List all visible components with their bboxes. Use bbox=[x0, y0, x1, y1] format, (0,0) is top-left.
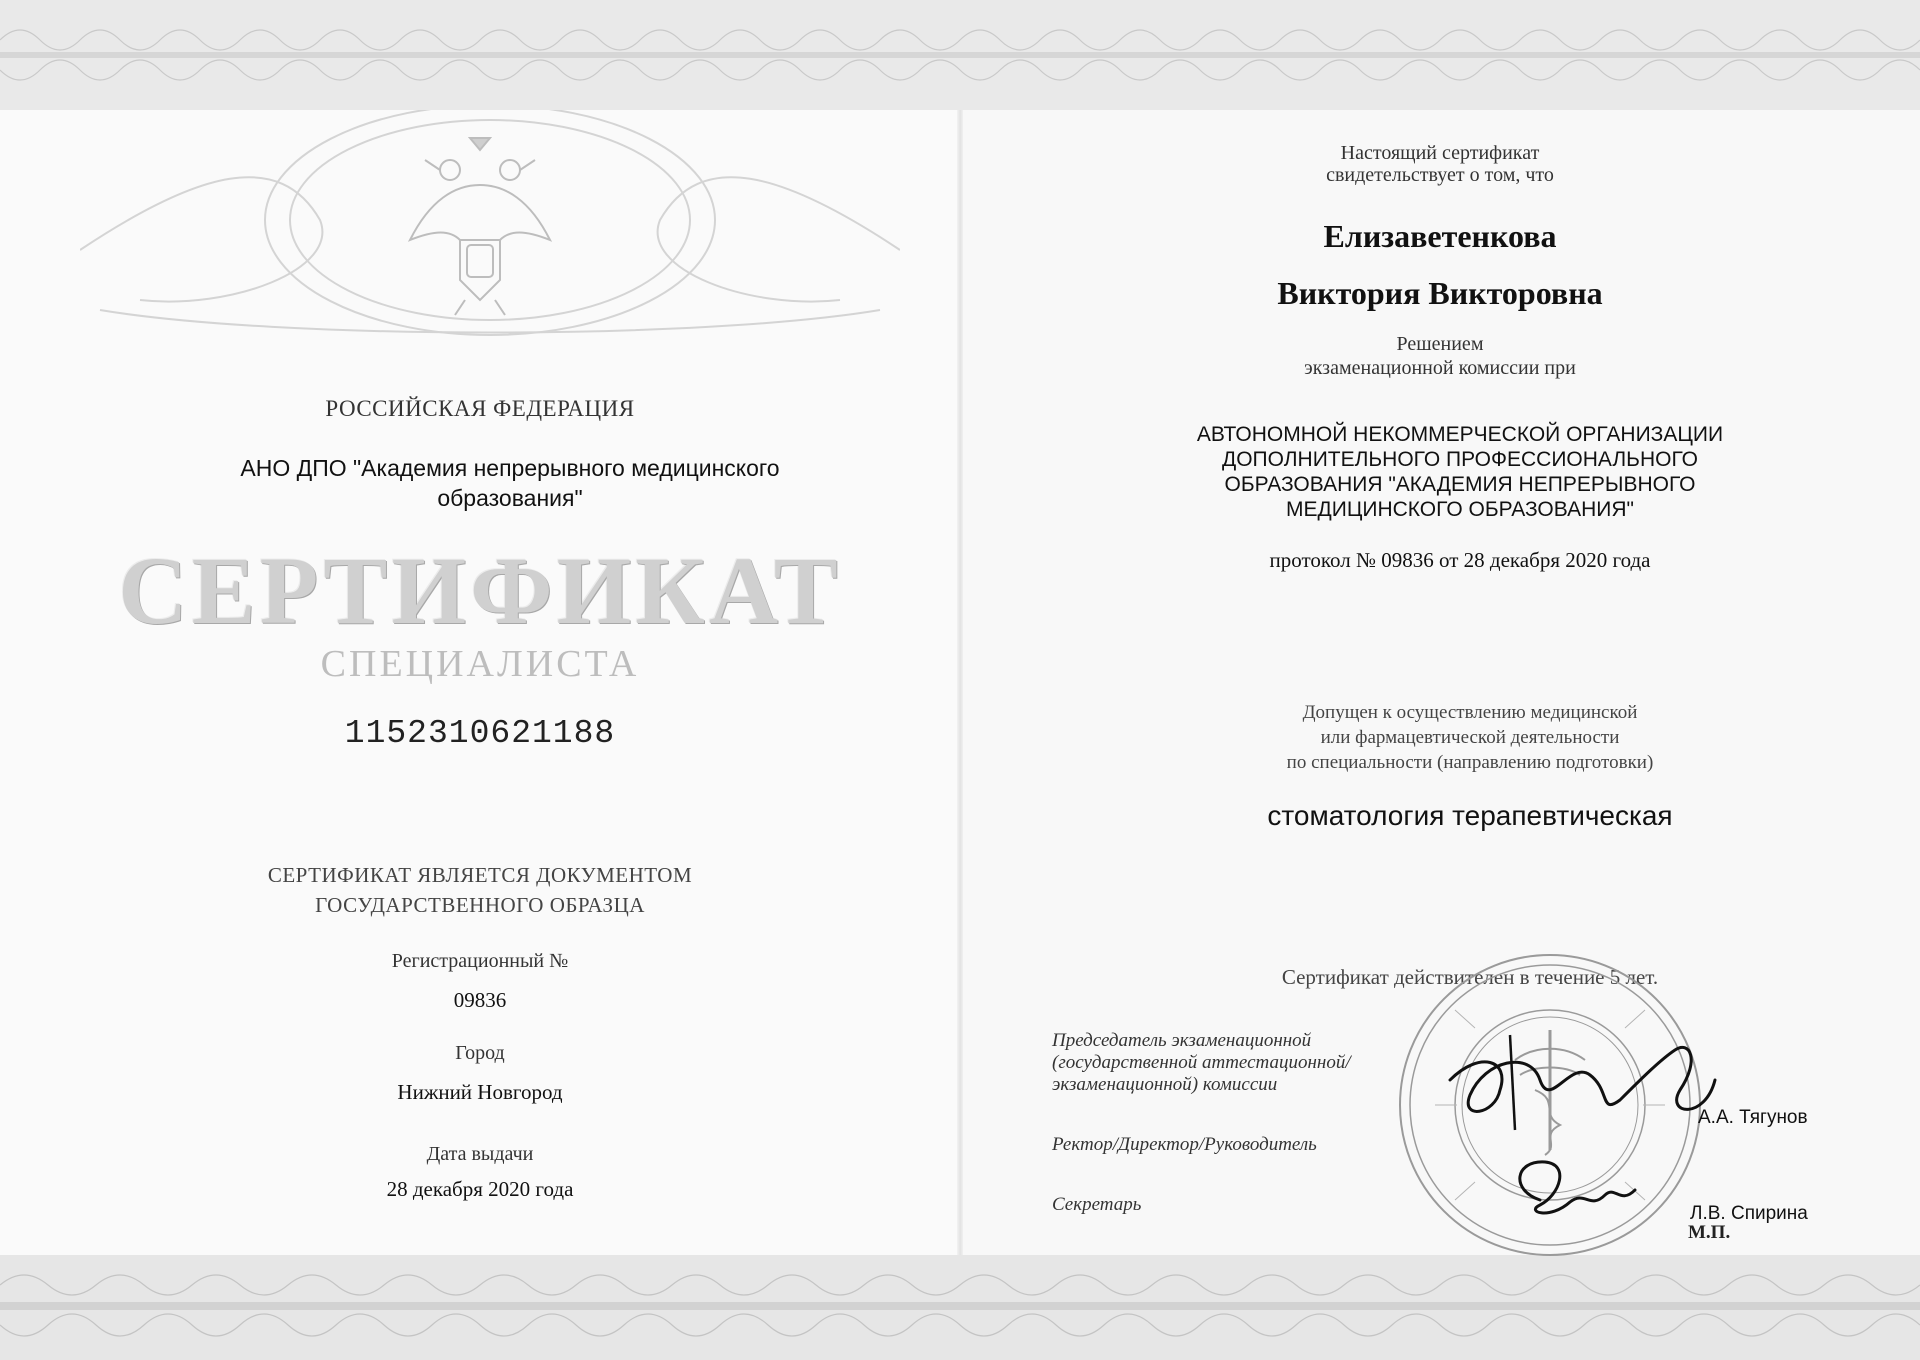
city-label: Город bbox=[455, 1042, 505, 1064]
issue-date-label: Дата выдачи bbox=[426, 1143, 534, 1165]
specialty-name: стоматология терапевтическая bbox=[1267, 800, 1673, 831]
issue-date-value: 28 декабря 2020 года bbox=[386, 1177, 574, 1201]
intro-line-2: свидетельствует о том, что bbox=[1326, 164, 1554, 186]
secretary-signature bbox=[1500, 1150, 1640, 1230]
protocol-line: протокол № 09836 от 28 декабря 2020 года bbox=[1269, 548, 1651, 572]
rector-label: Ректор/Директор/Руководитель bbox=[1052, 1134, 1317, 1155]
chair-line-3: экзаменационной) комиссии bbox=[1052, 1074, 1278, 1095]
certificate-number: 1152310621188 bbox=[344, 715, 616, 752]
organization-line-2: образования" bbox=[437, 485, 583, 511]
double-headed-eagle-emblem bbox=[395, 130, 565, 320]
decision-line-2: экзаменационной комиссии при bbox=[1304, 357, 1576, 379]
secretary-name: Л.В. Спирина bbox=[1690, 1203, 1808, 1224]
certificate-subtitle: СПЕЦИАЛИСТА bbox=[320, 643, 640, 685]
commission-chair-label bbox=[1052, 1030, 1472, 1096]
state-document-notice bbox=[160, 860, 800, 920]
page-fold bbox=[957, 0, 963, 1360]
holder-surname: Елизаветенкова bbox=[1323, 218, 1557, 254]
academy-line-2: ДОПОЛНИТЕЛЬНОГО ПРОФЕССИОНАЛЬНОГО bbox=[1222, 448, 1698, 471]
bottom-ornament-band bbox=[0, 1255, 1920, 1360]
organization-line-1: АНО ДПО "Академия непрерывного медицинского bbox=[240, 455, 780, 481]
chair-line-2: (государственной аттестационной/ bbox=[1052, 1052, 1351, 1073]
chair-name: А.А. Тягунов bbox=[1698, 1107, 1808, 1128]
registration-number: 09836 bbox=[453, 988, 507, 1012]
admission-text bbox=[1160, 700, 1780, 775]
state-doc-line-1: СЕРТИФИКАТ ЯВЛЯЕТСЯ ДОКУМЕНТОМ bbox=[267, 863, 693, 887]
state-doc-line-2: ГОСУДАРСТВЕННОГО ОБРАЗЦА bbox=[315, 893, 645, 917]
academy-line-1: АВТОНОМНОЙ НЕКОММЕРЧЕСКОЙ ОРГАНИЗАЦИИ bbox=[1196, 423, 1724, 446]
decision-line-1: Решением bbox=[1396, 333, 1484, 355]
academy-line-4: МЕДИЦИНСКОГО ОБРАЗОВАНИЯ" bbox=[1286, 498, 1634, 521]
chair-line-1: Председатель экзаменационной bbox=[1052, 1030, 1312, 1051]
admitted-line-1: Допущен к осуществлению медицинской bbox=[1302, 702, 1638, 723]
registration-label: Регистрационный № bbox=[391, 950, 569, 972]
academy-line-3: ОБРАЗОВАНИЯ "АКАДЕМИЯ НЕПРЕРЫВНОГО bbox=[1224, 473, 1696, 496]
secretary-label: Секретарь bbox=[1052, 1194, 1142, 1215]
academy-full-name bbox=[1120, 422, 1800, 522]
country-name: РОССИЙСКАЯ ФЕДЕРАЦИЯ bbox=[325, 396, 635, 421]
seal-place-mark: М.П. bbox=[1688, 1222, 1731, 1243]
admitted-line-3: по специальности (направлению подготовки) bbox=[1286, 752, 1654, 773]
admitted-line-2: или фармацевтической деятельности bbox=[1320, 727, 1620, 748]
decision-text bbox=[1180, 332, 1700, 380]
holder-given-names: Виктория Викторовна bbox=[1277, 275, 1603, 311]
issuing-organization bbox=[210, 453, 810, 513]
chair-signature bbox=[1440, 1020, 1720, 1150]
validity-statement: Сертификат действителен в течение 5 лет. bbox=[1281, 965, 1659, 989]
city-value: Нижний Новгород bbox=[397, 1080, 563, 1104]
top-ornament-band bbox=[0, 0, 1920, 110]
intro-line-1: Настоящий сертификат bbox=[1340, 142, 1540, 164]
certificate-intro bbox=[1180, 142, 1700, 186]
certificate-title: СЕРТИФИКАТ bbox=[118, 537, 842, 644]
